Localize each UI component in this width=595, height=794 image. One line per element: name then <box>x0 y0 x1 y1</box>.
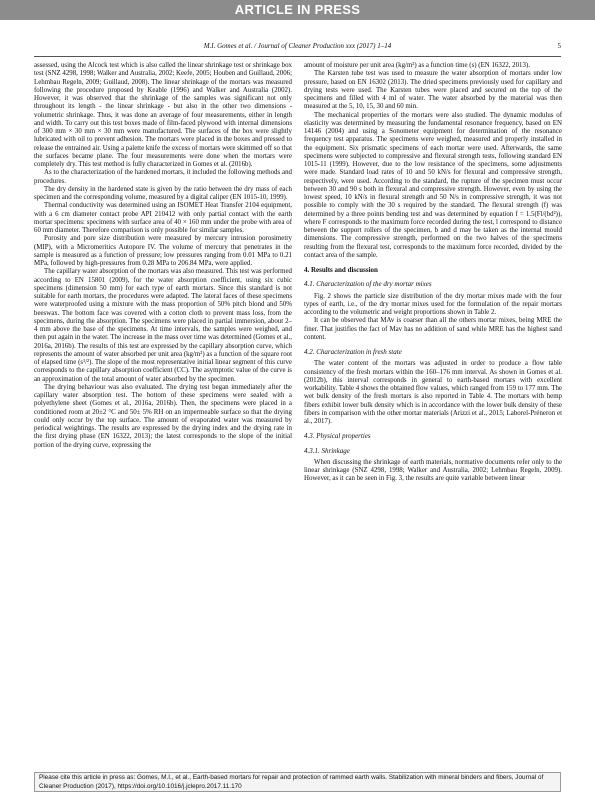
paragraph: amount of moisture per unit area (kg/m²) as a function time (s) (EN 16322, 2013). <box>304 62 530 69</box>
paragraph: The water content of the mortars was adjusted in order to produce a flow table consistency of the fresh mortars within the 160–176 mm interval. As shown in Gomes et al. (2012b), this interval corresponds in general to earth-based mortars with excellent workability. Table 4 shows the obtained flow values, which ranged from 159 to 177 mm. The wet bulk density of the fresh mortars is also reported in Table 4. The mortars with hemp fibers exhibit lower bulk density which is in accordance with the lower bulk density of these fibers in comparison with the other mortar materials (Arizzi et al., 2015; Laborel-Préneron et al., 2017). <box>304 360 562 425</box>
subsection-heading: 4.2. Characterization in fresh state <box>304 348 402 356</box>
subsubsection-heading: 4.3.1. Shrinkage <box>304 446 350 455</box>
citation-text: Please cite this article in press as: Gomes, M.I., et al., Earth-based mortars for repair and protection of rammed earth walls. Stabilization with mineral binders and fibers, Journal of Cleaner Production (2017), https://doi.org/10.1016/j.jclepro.2017.11.170 <box>39 774 544 790</box>
left-column <box>34 62 292 450</box>
paragraph: The capillary water absorption of the mortars was also measured. This test was performed according to EN 15801 (2009), for the water absorption coefficient, using six cubic specimens (dimension 50 mm) for each type of earth mortars. Since this standard is not suitable for earth mortars, the procedures were adapted. The lateral faces of these specimens were waterproofed using a mixture with the mass proportion of 50% pitch blond and 50% beeswax. The bottom face was covered with a cotton cloth to prevent mass loss, from the specimens, during the absorption. The specimens were placed in partial immersion, about 2–4 mm above the base of the specimens. At time intervals, the samples were weighed, and then put again in the water. The increase in the mass over time was determined (Gomes et al., 2016a, 2016b). The results of this test are expressed by the capillary absorption curve, which represents the amount of water absorbed per unit area (kg/m²) as a function of the square root of elapsed time (s¹/²). The slope of the most representative initial linear segment of this curve corresponds to the capillary absorption coefficient (CC). The asymptotic value of the curve is an approximation of the total amount of water absorbed by the specimen. <box>34 268 292 383</box>
paragraph: Fig. 2 shows the particle size distribution of the dry mortar mixes made with the four types of earth, i.e., of the dry mortar mixes used for the formulation of the repair mortars according to the volumetric and weight proportions shown in Table 2. <box>304 292 562 316</box>
paragraph: It can be observed that MAv is coarser than all the others mortar mixes, being MRE the finer. That justifies the fact of Mav has no addition of sand while MRE has the highest sand content. <box>304 317 562 341</box>
running-head: M.I. Gomes et al. / Journal of Cleaner Production xxx (2017) 1–14 <box>203 42 392 50</box>
paragraph: The mechanical properties of the mortars were also studied. The dynamic modulus of elasticity was determined by measuring the fundamental resonance frequency, based on EN 14146 (2004) and using a Sonometer equipment for determination of the resonance frequency test apparatus. The specimens were weighed, measured and properly installed in the equipment. Six prismatic specimens of each mortar were used. Afterwards, the same specimens were subjected to compressive and flexural strength tests, following standard EN 1015-11 (1999). However, due to the low resistance of the specimens, some adjustments were made. Standard load rates of 10 and 50 kN/s for flexural and compressive strength, respectively, were used. According to the standard, the rupture of the specimen must occur between 30 and 90 s both in flexural and compressive strength. However, even by using the lowest speed, 10 kN/s in flexural strength and 50 N/s in compressive strength, it was not possible to comply with the 30 s required by the standard. The flexural strength (f) was determined by a three points bending test and was determined by equation f = 1.5(Fl/(bd²)), where F corresponds to the maximum force recorded during the test, l correspond to distance between the support rollers of the specimen, b and d may be taken as the internal mould dimensions. The compressive strength, performed on the two halves of the specimens resulting from the flexural test, corresponds to the maximum force recorded, divided by the contact area of the sample. <box>304 111 562 259</box>
citation-footer <box>34 772 561 792</box>
paragraph: Thermal conductivity was determined using an ISOMET Heat Transfer 2104 equipment, with a 6 cm diameter contact probe API 210412 with only partial contact with the earth mortar specimens: specimens with surface area of 40 × 160 mm under the probe with area of 60 mm diameter. Therefore comparison is only possible for similar samples. <box>34 202 292 234</box>
subsection-heading: 4.3. Physical properties <box>304 432 371 441</box>
article-in-press-banner: ARTICLE IN PRESS <box>0 0 595 20</box>
page-number: 5 <box>557 42 561 50</box>
paragraph: As to the characterization of the hardened mortars, it included the following methods and procedures. <box>34 169 292 185</box>
paragraph: The drying behaviour was also evaluated. The drying test began immediately after the capillary water absorption test. The bottom of these specimens were sealed with a polyethylene sheet (Gomes et al., 2016a, 2016b). Then, the specimens were placed in a conditioned room at 20±2 °C and 50± 5% RH on an impermeable surface so that the drying could only occur by the top surface. The amount of evaporated water was measured by periodical weightings. The results are expressed by the drying index and the drying rate in the first drying phase (EN 16322, 2013); the latest corresponds to the slope of the initial portion of the drying curve, expressing the <box>34 383 292 449</box>
paragraph: The dry density in the hardened state is given by the ratio between the dry mass of each specimen and the corresponding volume, measured by a digital caliper (EN 1015-10, 1999). <box>34 185 292 201</box>
paragraph: The Karsten tube test was used to measure the water absorption of mortars under low pressure, based on EN 16302 (2013). The dried specimens previously used for capillary and drying tests were used. The Karsten tubes were placed and secured on the top of the specimens and filled with 4 ml of water. The water absorbed by the material was then measured at the 5, 10, 15, 30 and 60 min. <box>304 70 562 111</box>
section-heading: 4. Results and discussion <box>304 266 378 274</box>
paragraph: Porosity and pore size distribution were measured by mercury intrusion porosimetry (MIP), with a Micromeritics Autopore IV. The volume of mercury that penetrates in the sample is measured as a function of pressure; low pressures ranging from 0.01 MPa to 0.21 MPa, followed by high-pressures from 0.28 MPa to 206.84 MPa, were applied. <box>34 235 292 267</box>
subsection-heading: 4.1. Characterization of the dry mortar mixes <box>304 280 432 289</box>
right-column <box>304 62 562 484</box>
paragraph: assessed, using the Alcock test which is also called the linear shrinkage test or shrinkage box test (SNZ 4298, 1998; Walker and Australia, 2002; Keefe, 2005; Houben and Guillaud, 2006; Lehmbau Regeln, 2009; Guillaud, 2008). The linear shrinkage of the mortars was measured following the procedure proposed by Keable (1996) and Walker and Australia (2002). However, it was observed that the shrinkage of the samples was significant not only throughout its length - the linear shrinkage - but also in the other two dimensions - volumetric shrinkage. Thus, it was done an average of four measurements, either in length and width. To carry out this test boxes made of film-faced plywood with internal dimensions of 300 mm × 30 mm × 30 mm were manufactured. The surfaces of the box were slightly lubricated with oil to prevent adhesion. The mortars were placed in the boxes and pressed to release the entrained air. Using a palette knife the excess of mortars were skimmed off so that the surfaces became plane. The four measurements were done when the mortars were completely dry. This test method is fully characterized in Gomes et al. (2016b). <box>34 62 292 168</box>
header-rule <box>34 56 561 57</box>
paragraph: When discussing the shrinkage of earth materials, normative documents refer only to the linear shrinkage (SNZ 4298, 1998; Walker and Australia, 2002; Lehmbau Regeln, 2009). However, as it can be seen in Fig. 3, the results are quite variable between linear <box>304 458 562 483</box>
